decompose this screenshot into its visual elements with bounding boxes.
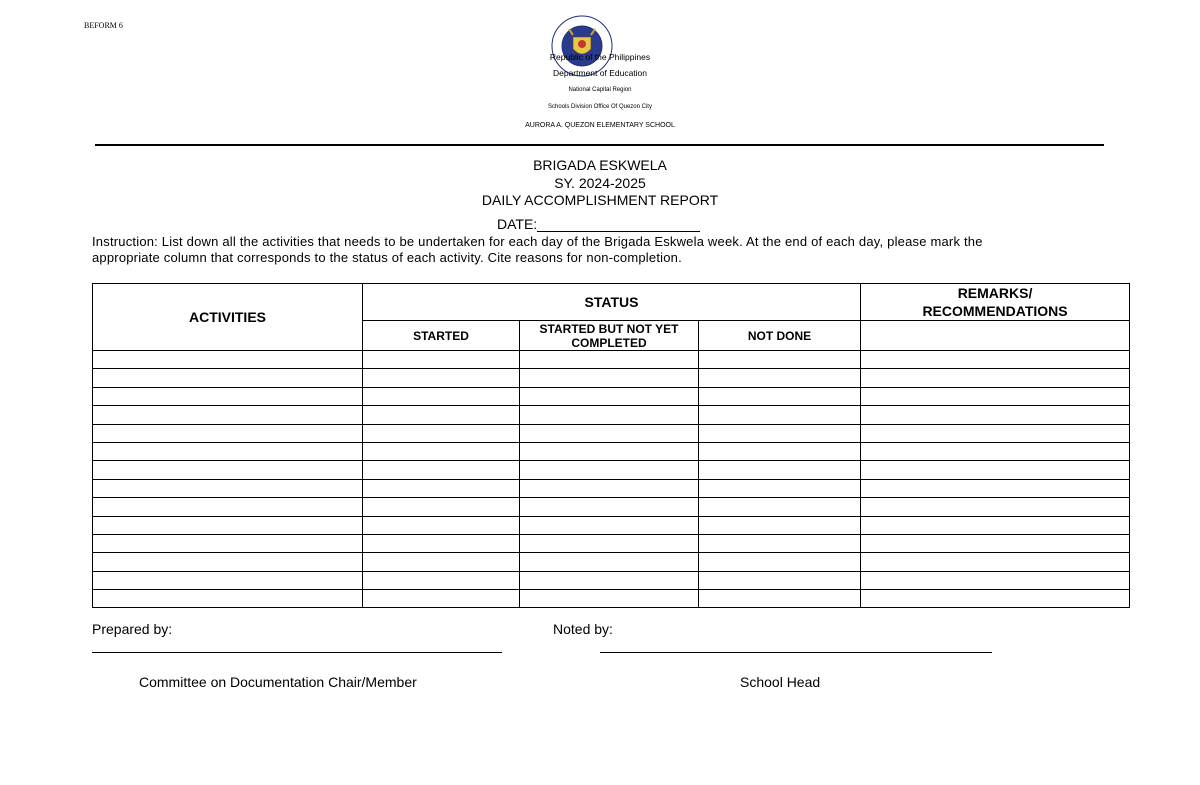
started-not-completed-cell[interactable] xyxy=(520,534,699,552)
org-division: Schools Division Office Of Quezon City xyxy=(548,104,652,110)
remarks-cell[interactable] xyxy=(861,498,1130,516)
activity-cell[interactable] xyxy=(93,516,363,534)
remarks-cell[interactable] xyxy=(861,516,1130,534)
remarks-cell[interactable] xyxy=(861,590,1130,608)
org-school: AURORA A. QUEZON ELEMENTARY SCHOOL xyxy=(525,122,675,129)
started-cell[interactable] xyxy=(363,406,520,424)
started-not-completed-cell[interactable] xyxy=(520,590,699,608)
date-blank-line[interactable] xyxy=(537,218,700,232)
col-started-not-completed-header xyxy=(520,321,699,351)
col-not-done-header: NOT DONE xyxy=(699,321,861,351)
activity-cell[interactable] xyxy=(93,461,363,479)
started-not-completed-cell[interactable] xyxy=(520,461,699,479)
started-not-completed-cell[interactable] xyxy=(520,498,699,516)
activity-cell[interactable] xyxy=(93,534,363,552)
started-cell[interactable] xyxy=(363,553,520,571)
org-region: National Capital Region xyxy=(568,87,632,93)
started-cell[interactable] xyxy=(363,424,520,442)
header-divider xyxy=(95,144,1104,146)
table-row xyxy=(93,571,1130,589)
org-republic: Republic of the Philippines xyxy=(549,52,651,62)
not-done-cell[interactable] xyxy=(699,424,861,442)
remarks-cell[interactable] xyxy=(861,387,1130,405)
started-not-completed-cell[interactable] xyxy=(520,369,699,387)
accomplishment-table xyxy=(92,283,1130,608)
remarks-cell[interactable] xyxy=(861,461,1130,479)
not-done-cell[interactable] xyxy=(699,479,861,497)
not-done-cell[interactable] xyxy=(699,590,861,608)
started-not-completed-cell[interactable] xyxy=(520,442,699,460)
started-cell[interactable] xyxy=(363,590,520,608)
date-label: DATE: xyxy=(497,216,538,232)
not-done-cell[interactable] xyxy=(699,498,861,516)
instruction-line-2: appropriate column that corresponds to the status of each activity. Cite reasons for non-completion. xyxy=(92,250,682,265)
instruction-text xyxy=(92,234,1122,266)
remarks-cell[interactable] xyxy=(861,351,1130,369)
activity-cell[interactable] xyxy=(93,369,363,387)
not-done-cell[interactable] xyxy=(699,571,861,589)
remarks-cell[interactable] xyxy=(861,442,1130,460)
started-not-completed-cell[interactable] xyxy=(520,571,699,589)
prepared-signature-line[interactable] xyxy=(92,652,502,653)
started-not-completed-cell[interactable] xyxy=(520,351,699,369)
table-row xyxy=(93,387,1130,405)
col-remarks-header xyxy=(861,284,1130,321)
table-row xyxy=(93,461,1130,479)
activity-cell[interactable] xyxy=(93,590,363,608)
remarks-cell[interactable] xyxy=(861,479,1130,497)
not-done-cell[interactable] xyxy=(699,369,861,387)
school-year: SY. 2024-2025 xyxy=(554,175,646,191)
started-cell[interactable] xyxy=(363,498,520,516)
started-not-completed-cell[interactable] xyxy=(520,424,699,442)
not-done-cell[interactable] xyxy=(699,351,861,369)
remarks-cell[interactable] xyxy=(861,571,1130,589)
form-code: BEFORM 6 xyxy=(84,21,123,30)
col-snc-line-1: STARTED BUT NOT YET xyxy=(539,321,679,336)
not-done-cell[interactable] xyxy=(699,406,861,424)
table-row xyxy=(93,442,1130,460)
started-not-completed-cell[interactable] xyxy=(520,516,699,534)
prepared-by-label: Prepared by: xyxy=(92,621,173,637)
table-row xyxy=(93,553,1130,571)
remarks-cell[interactable] xyxy=(861,406,1130,424)
table-row xyxy=(93,534,1130,552)
not-done-cell[interactable] xyxy=(699,516,861,534)
table-body xyxy=(93,351,1130,608)
prepared-role: Committee on Documentation Chair/Member xyxy=(139,674,417,690)
activity-cell[interactable] xyxy=(93,479,363,497)
started-cell[interactable] xyxy=(363,461,520,479)
started-cell[interactable] xyxy=(363,442,520,460)
not-done-cell[interactable] xyxy=(699,461,861,479)
col-status-header: STATUS xyxy=(363,284,861,321)
started-cell[interactable] xyxy=(363,534,520,552)
col-activities-header: ACTIVITIES xyxy=(93,284,363,351)
noted-role: School Head xyxy=(740,674,821,690)
table-row xyxy=(93,590,1130,608)
table-row xyxy=(93,516,1130,534)
activity-cell[interactable] xyxy=(93,424,363,442)
started-not-completed-cell[interactable] xyxy=(520,387,699,405)
activity-cell[interactable] xyxy=(93,387,363,405)
date-field[interactable] xyxy=(497,216,700,232)
started-cell[interactable] xyxy=(363,387,520,405)
table-row xyxy=(93,498,1130,516)
started-not-completed-cell[interactable] xyxy=(520,553,699,571)
col-remarks-blank-header xyxy=(861,321,1130,351)
activity-cell[interactable] xyxy=(93,498,363,516)
activity-cell[interactable] xyxy=(93,351,363,369)
started-not-completed-cell[interactable] xyxy=(520,479,699,497)
started-cell[interactable] xyxy=(363,571,520,589)
table-row xyxy=(93,479,1130,497)
remarks-cell[interactable] xyxy=(861,369,1130,387)
table-row xyxy=(93,369,1130,387)
table-row xyxy=(93,351,1130,369)
not-done-cell[interactable] xyxy=(699,387,861,405)
started-not-completed-cell[interactable] xyxy=(520,406,699,424)
started-cell[interactable] xyxy=(363,516,520,534)
activity-cell[interactable] xyxy=(93,406,363,424)
instruction-line-1: Instruction: List down all the activities that needs to be undertaken for each day of the Brigada Eskwela week. At the end of each day, please mark the xyxy=(92,234,983,249)
activity-cell[interactable] xyxy=(93,571,363,589)
col-started-header: STARTED xyxy=(363,321,520,351)
not-done-cell[interactable] xyxy=(699,553,861,571)
remarks-cell[interactable] xyxy=(861,553,1130,571)
report-subtitle: DAILY ACCOMPLISHMENT REPORT xyxy=(481,192,719,208)
started-cell[interactable] xyxy=(363,479,520,497)
col-remarks-line-2: RECOMMENDATIONS xyxy=(922,303,1068,319)
remarks-cell[interactable] xyxy=(861,424,1130,442)
table-row xyxy=(93,424,1130,442)
not-done-cell[interactable] xyxy=(699,442,861,460)
started-cell[interactable] xyxy=(363,351,520,369)
remarks-cell[interactable] xyxy=(861,534,1130,552)
table-row xyxy=(93,406,1130,424)
started-cell[interactable] xyxy=(363,369,520,387)
report-title: BRIGADA ESKWELA xyxy=(533,157,667,173)
col-remarks-line-1: REMARKS/ xyxy=(957,285,1033,301)
activity-cell[interactable] xyxy=(93,553,363,571)
noted-by-label: Noted by: xyxy=(553,621,613,637)
org-department: Department of Education xyxy=(552,68,648,78)
not-done-cell[interactable] xyxy=(699,534,861,552)
col-snc-line-2: COMPLETED xyxy=(571,335,647,350)
noted-signature-line[interactable] xyxy=(600,652,992,653)
activity-cell[interactable] xyxy=(93,442,363,460)
